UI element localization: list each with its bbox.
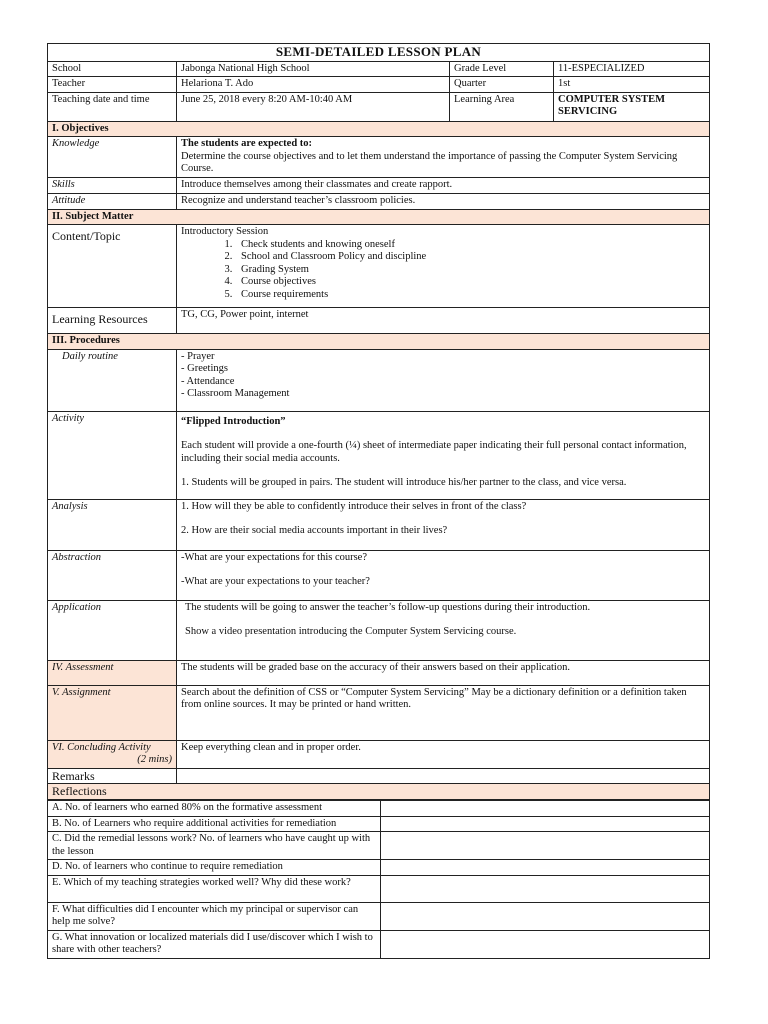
activity-step: 1. Students will be grouped in pairs. The student will introduce his/her partner to the class, and vice versa. bbox=[181, 477, 627, 488]
area-value: COMPUTER SYSTEM SERVICING bbox=[554, 92, 710, 121]
lesson-plan-table bbox=[47, 43, 710, 800]
concluding-cell bbox=[48, 740, 177, 768]
grade-label: Grade Level bbox=[450, 61, 554, 77]
table-row bbox=[48, 930, 710, 958]
knowledge-cell bbox=[177, 137, 710, 178]
content-lead: Introductory Session bbox=[181, 226, 269, 237]
reflection-answer bbox=[381, 860, 710, 876]
concluding-text: Keep everything clean and in proper order. bbox=[177, 740, 710, 768]
content-cell bbox=[177, 225, 710, 308]
resources-text: TG, CG, Power point, internet bbox=[177, 308, 710, 334]
table-row bbox=[48, 832, 710, 860]
activity-cell bbox=[177, 411, 710, 499]
reflection-question: G. What innovation or localized materials did I use/discover which I wish to share with other teachers? bbox=[48, 930, 381, 958]
abstraction-question: -What are your expectations to your teacher? bbox=[181, 576, 370, 587]
list-item: 4. Course objectives bbox=[235, 276, 705, 289]
subject-heading: II. Subject Matter bbox=[48, 209, 710, 225]
document-title: SEMI-DETAILED LESSON PLAN bbox=[48, 44, 710, 62]
reflection-answer bbox=[381, 875, 710, 902]
date-value: June 25, 2018 every 8:20 AM-10:40 AM bbox=[177, 92, 450, 121]
remarks-label: Remarks bbox=[48, 768, 177, 784]
reflection-question: D. No. of learners who continue to require remediation bbox=[48, 860, 381, 876]
table-row bbox=[48, 816, 710, 832]
list-item: - Greetings bbox=[181, 363, 228, 374]
content-list bbox=[181, 239, 705, 302]
list-item: 3. Grading System bbox=[235, 264, 705, 277]
abstraction-label: Abstraction bbox=[48, 550, 177, 600]
date-label: Teaching date and time bbox=[48, 92, 177, 121]
reflection-question: C. Did the remedial lessons work? No. of learners who have caught up with the lesson bbox=[48, 832, 381, 860]
concluding-duration: (2 mins) bbox=[137, 754, 172, 765]
table-row bbox=[48, 860, 710, 876]
knowledge-text: Determine the course objectives and to let them understand the importance of passing the Computer System Servicing Course. bbox=[181, 150, 678, 174]
procedures-heading: III. Procedures bbox=[48, 334, 710, 350]
reflection-question: F. What difficulties did I encounter which my principal or supervisor can help me solve? bbox=[48, 902, 381, 930]
reflection-question: B. No. of Learners who require additional activities for remediation bbox=[48, 816, 381, 832]
reflection-answer bbox=[381, 832, 710, 860]
teacher-value: Helariona T. Ado bbox=[177, 77, 450, 93]
list-item: - Prayer bbox=[181, 350, 215, 362]
reflection-question: E. Which of my teaching strategies worked well? Why did these work? bbox=[48, 875, 381, 902]
assignment-label: V. Assignment bbox=[48, 685, 177, 740]
list-item: 1. Check students and knowing oneself bbox=[235, 239, 705, 252]
analysis-question: 2. How are their social media accounts important in their lives? bbox=[181, 525, 448, 536]
reflections-table bbox=[47, 800, 710, 959]
routine-cell bbox=[177, 349, 710, 411]
application-label: Application bbox=[48, 600, 177, 660]
abstraction-question: -What are your expectations for this course? bbox=[181, 551, 368, 563]
application-text: The students will be going to answer the teacher’s follow-up questions during their introduction. bbox=[185, 601, 591, 613]
assessment-text: The students will be graded base on the accuracy of their answers based on their application. bbox=[177, 660, 710, 685]
school-label: School bbox=[48, 61, 177, 77]
analysis-cell bbox=[177, 499, 710, 550]
assignment-text: Search about the definition of CSS or “Computer System Servicing” May be a dictionary definition or a definition taken from online sources. It may be printed or hand written. bbox=[177, 685, 710, 740]
area-label: Learning Area bbox=[450, 92, 554, 121]
routine-label: Daily routine bbox=[48, 349, 177, 411]
content-label: Content/Topic bbox=[48, 225, 177, 308]
reflection-answer bbox=[381, 816, 710, 832]
reflection-answer bbox=[381, 801, 710, 817]
knowledge-lead: The students are expected to: bbox=[181, 138, 313, 149]
table-row bbox=[48, 875, 710, 902]
skills-label: Skills bbox=[48, 177, 177, 193]
teacher-label: Teacher bbox=[48, 77, 177, 93]
application-cell bbox=[177, 600, 710, 660]
attitude-text: Recognize and understand teacher’s classroom policies. bbox=[177, 193, 710, 209]
assessment-label: IV. Assessment bbox=[48, 660, 177, 685]
list-item: - Classroom Management bbox=[181, 388, 290, 399]
concluding-label: VI. Concluding Activity bbox=[52, 741, 151, 753]
lesson-plan-document bbox=[47, 43, 709, 959]
abstraction-cell bbox=[177, 550, 710, 600]
quarter-value: 1st bbox=[554, 77, 710, 93]
list-item: 2. School and Classroom Policy and discipline bbox=[235, 251, 705, 264]
analysis-label: Analysis bbox=[48, 499, 177, 550]
resources-label: Learning Resources bbox=[48, 308, 177, 334]
reflection-answer bbox=[381, 902, 710, 930]
list-item: 5. Course requirements bbox=[235, 289, 705, 302]
application-text: Show a video presentation introducing the Computer System Servicing course. bbox=[185, 626, 517, 637]
activity-title: “Flipped Introduction” bbox=[181, 415, 286, 427]
skills-text: Introduce themselves among their classmates and create rapport. bbox=[177, 177, 710, 193]
list-item: - Attendance bbox=[181, 375, 235, 387]
quarter-label: Quarter bbox=[450, 77, 554, 93]
reflection-answer bbox=[381, 930, 710, 958]
activity-label: Activity bbox=[48, 411, 177, 499]
table-row bbox=[48, 801, 710, 817]
school-value: Jabonga National High School bbox=[177, 61, 450, 77]
reflections-label: Reflections bbox=[48, 784, 710, 800]
analysis-question: 1. How will they be able to confidently introduce their selves in front of the class? bbox=[181, 500, 527, 512]
reflection-question: A. No. of learners who earned 80% on the formative assessment bbox=[48, 801, 381, 817]
activity-instructions: Each student will provide a one-fourth (¼) sheet of intermediate paper indicating their full personal contact information, including their social media accounts. bbox=[181, 440, 687, 464]
knowledge-label: Knowledge bbox=[48, 137, 177, 178]
table-row bbox=[48, 902, 710, 930]
attitude-label: Attitude bbox=[48, 193, 177, 209]
remarks-value bbox=[177, 768, 710, 784]
objectives-heading: I. Objectives bbox=[48, 121, 710, 137]
grade-value: 11-ESPECIALIZED bbox=[554, 61, 710, 77]
